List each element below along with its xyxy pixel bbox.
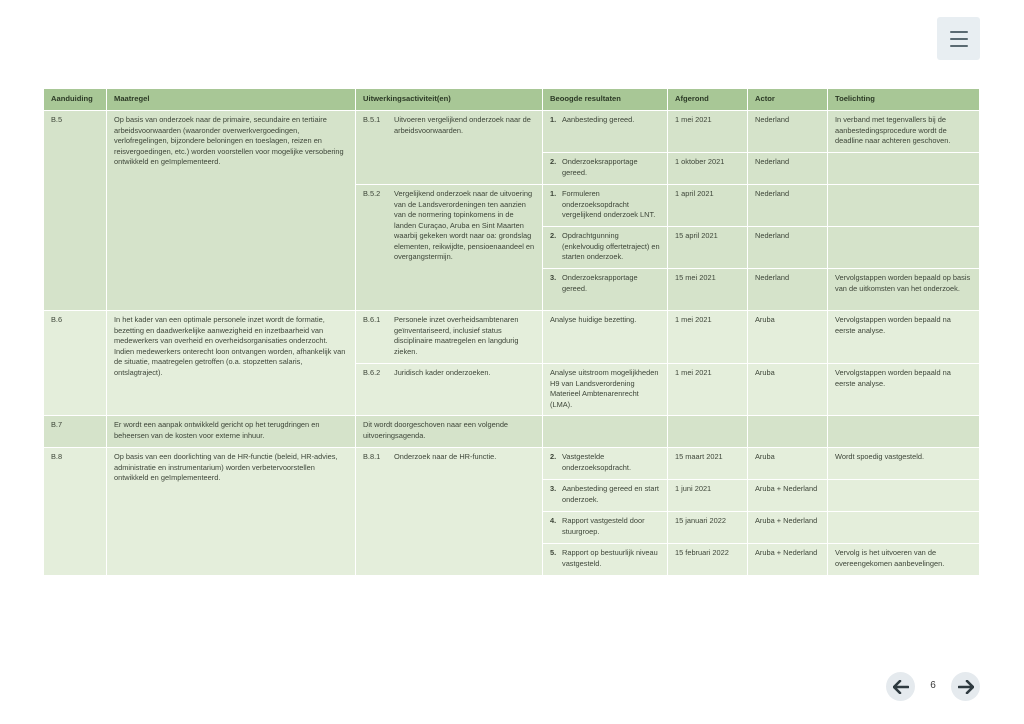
activity-text: Juridisch kader onderzoeken. [394,368,491,377]
result-text: Onderzoeksrapportage gereed. [562,273,638,293]
cell-note [828,480,980,512]
header-afgerond: Afgerond [668,89,748,111]
cell-date: 15 januari 2022 [668,512,748,544]
result-text: Rapport vastgesteld door stuurgroep. [562,516,645,536]
cell-note [828,185,980,227]
result-number: 1. [550,189,557,198]
cell-date: 1 oktober 2021 [668,153,748,185]
cell-actor [748,416,828,448]
cell-activity: Dit wordt doorgeschoven naar een volgende uitvoeringsagenda. [356,416,543,448]
result-number: 2. [550,231,557,240]
cell-maatregel: Op basis van een doorlichting van de HR-functie (beleid, HR-advies, administratie en instrumentarium) worden verbetervoorstellen ontwikkeld en geïmplementeerd. [107,448,356,576]
cell-result [543,448,668,480]
cell-note: In verband met tegenvallers bij de aanbestedingsprocedure wordt de deadline naar achteren geschoven. [828,111,980,153]
cell-activity [356,185,543,311]
result-text: Aanbesteding gereed en start onderzoek. [562,484,659,504]
table-row [44,416,980,448]
cell-code: B.5 [44,111,107,311]
cell-note: Vervolgstappen worden bepaald na eerste analyse. [828,311,980,364]
cell-date: 1 april 2021 [668,185,748,227]
table-row [44,311,980,364]
cell-note [828,512,980,544]
cell-date: 1 juni 2021 [668,480,748,512]
header-uitwerkingsactiviteiten: Uitwerkingsactiviteit(en) [356,89,543,111]
arrow-right-icon[interactable] [951,672,980,701]
cell-result [543,480,668,512]
activity-code: B.5.2 [363,189,381,198]
result-text: Formuleren onderzoeksopdracht vergelijkend onderzoek LNT. [562,189,656,220]
result-text: Opdrachtgunning (enkelvoudig offertetraject) en starten onderzoek. [562,231,660,262]
cell-note: Vervolgstappen worden bepaald op basis van de uitkomsten van het onderzoek. [828,269,980,311]
page-number: 6 [930,680,936,691]
result-text: Aanbesteding gereed. [562,115,635,124]
header-actor: Actor [748,89,828,111]
cell-actor: Nederland [748,185,828,227]
result-text: Rapport op bestuurlijk niveau vastgesteld. [562,548,658,568]
cell-activity [356,448,543,576]
cell-result [543,416,668,448]
cell-code: B.6 [44,311,107,416]
cell-actor: Nederland [748,227,828,269]
cell-result: Analyse uitstroom mogelijkheden H9 van Landsverordening Materieel Ambtenarenrecht (LMA). [543,364,668,416]
cell-result [543,544,668,576]
header-beoogde-resultaten: Beoogde resultaten [543,89,668,111]
cell-result [543,269,668,311]
result-text: Onderzoeksrapportage gereed. [562,157,638,177]
cell-actor: Nederland [748,111,828,153]
activity-code: B.5.1 [363,115,381,124]
cell-date: 1 mei 2021 [668,111,748,153]
table-header-row [44,89,980,111]
cell-note: Wordt spoedig vastgesteld. [828,448,980,480]
measures-table [43,88,980,576]
cell-maatregel: Er wordt een aanpak ontwikkeld gericht op het terugdringen en beheersen van de kosten voor externe inhuur. [107,416,356,448]
activity-text: Uitvoeren vergelijkend onderzoek naar de arbeidsvoorwaarden. [394,115,531,135]
cell-date: 15 februari 2022 [668,544,748,576]
result-number: 2. [550,452,557,462]
arrow-left-icon[interactable] [886,672,915,701]
cell-date: 15 mei 2021 [668,269,748,311]
cell-actor: Aruba [748,448,828,480]
cell-result [543,111,668,153]
cell-note [828,416,980,448]
cell-date: 1 mei 2021 [668,364,748,416]
result-number: 3. [550,273,557,282]
cell-actor: Nederland [748,153,828,185]
result-number: 1. [550,115,557,124]
cell-actor: Aruba + Nederland [748,512,828,544]
cell-code: B.7 [44,416,107,448]
cell-result [543,512,668,544]
cell-activity [356,311,543,364]
result-number: 4. [550,516,557,526]
cell-activity [356,364,543,416]
pagination [884,672,982,702]
hamburger-menu-icon[interactable] [937,17,980,60]
activity-text: Personele inzet overheidsambtenaren geïnventariseerd, inclusief status disciplinaire maatregelen en langdurig zieken. [394,315,519,356]
cell-note [828,153,980,185]
header-aanduiding: Aanduiding [44,89,107,111]
result-number: 3. [550,484,557,494]
header-toelichting: Toelichting [828,89,980,111]
activity-text: Vergelijkend onderzoek naar de uitvoering van de Landsverordeningen ten aanzien van de normering topinkomens in de landen Curaçao, Aruba en Sint Maarten waarbij gekeken wordt naar oa: grondslag elementen, reikwijdte, pensioenaandeel en overgangstermijn. [394,189,535,262]
activity-code: B.6.2 [363,368,381,377]
result-number: 5. [550,548,557,558]
result-text: Vastgestelde onderzoeksopdracht. [562,452,632,472]
cell-date: 15 april 2021 [668,227,748,269]
table-row [44,448,980,480]
cell-actor: Aruba [748,311,828,364]
activity-code: B.8.1 [363,452,381,462]
cell-maatregel: Op basis van onderzoek naar de primaire, secundaire en tertiaire arbeidsvoorwaarden (waaronder overwerkvergoedingen, verlofregelingen, bijzondere beloningen en toeslagen, reizen en reisvergoedingen, etc.) worden voorstellen voor mogelijke versobering ontwikkeld en geïmplementeerd. [107,111,356,311]
cell-result [543,185,668,227]
result-number: 2. [550,157,557,166]
cell-note [828,227,980,269]
cell-note: Vervolgstappen worden bepaald na eerste analyse. [828,364,980,416]
header-maatregel: Maatregel [107,89,356,111]
cell-maatregel: In het kader van een optimale personele inzet wordt de formatie, bezetting en daadwerkelijke aanwezigheid en inzetbaarheid van medewerkers van overheid en overheidsorganisaties onderzocht. Indien medewerkers onterecht loon ontvangen worden, afhankelijk van de situatie, maatregelen getroffen (o.a. stopzetten salaris, ontslagtraject). [107,311,356,416]
cell-date: 1 mei 2021 [668,311,748,364]
cell-actor: Aruba + Nederland [748,544,828,576]
cell-code: B.8 [44,448,107,576]
cell-result: Analyse huidige bezetting. [543,311,668,364]
cell-note: Vervolg is het uitvoeren van de overeengekomen aanbevelingen. [828,544,980,576]
cell-result [543,227,668,269]
cell-result [543,153,668,185]
activity-text: Onderzoek naar de HR-functie. [394,452,497,462]
table-row [44,111,980,153]
cell-date: 15 maart 2021 [668,448,748,480]
activity-code: B.6.1 [363,315,381,324]
cell-activity [356,111,543,185]
cell-actor: Aruba + Nederland [748,480,828,512]
cell-actor: Nederland [748,269,828,311]
cell-actor: Aruba [748,364,828,416]
cell-date [668,416,748,448]
